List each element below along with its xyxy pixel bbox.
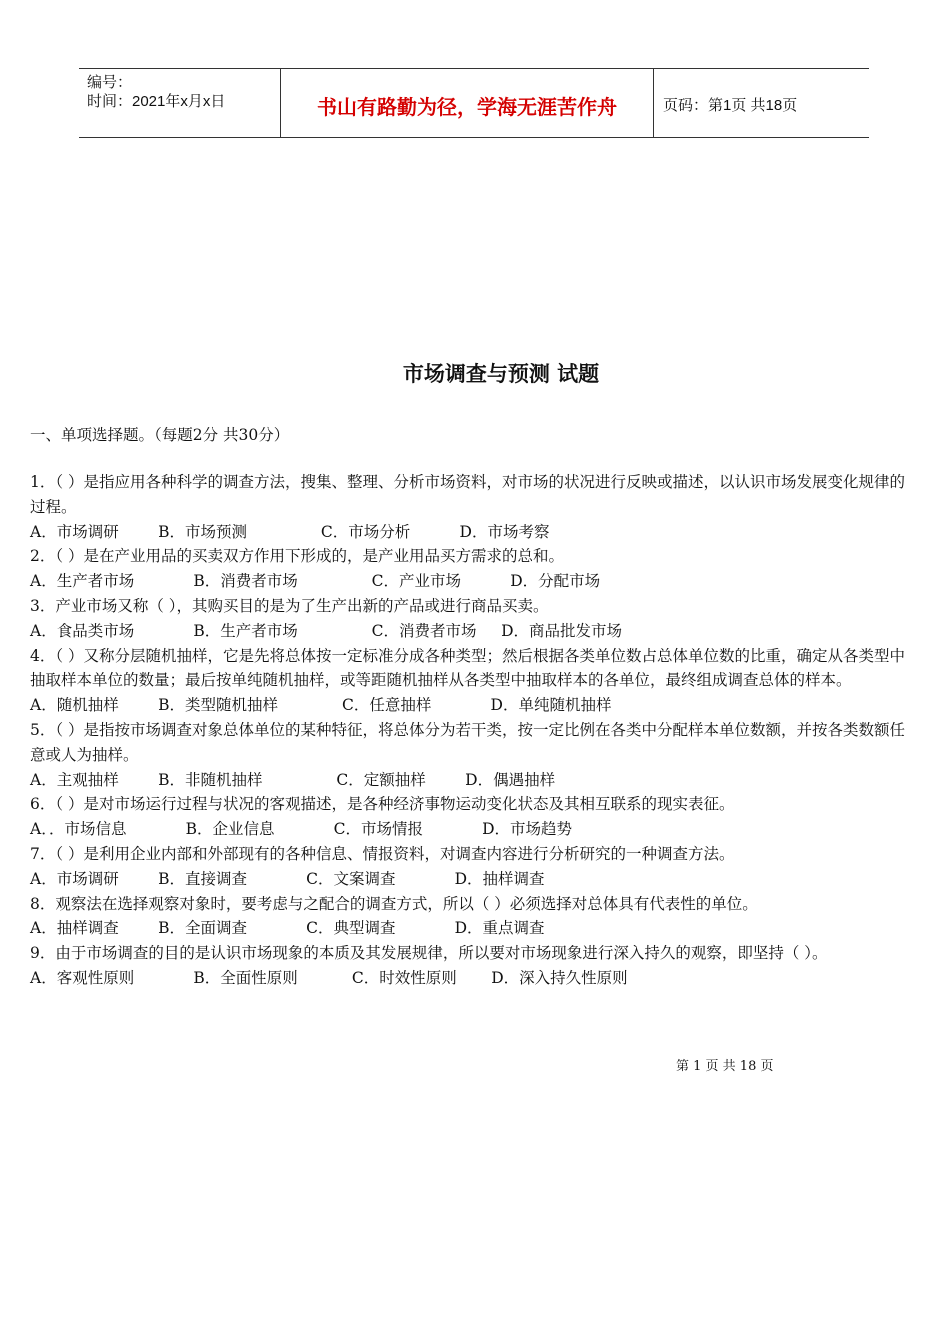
section-heading: 一、单项选择题。（每题2分 共30分）: [30, 426, 290, 444]
time-label: 时间：2021年x月x日: [87, 93, 226, 110]
question-1-options: A．市场调研 B．市场预测 C．市场分析 D．市场考察: [30, 522, 550, 541]
question-4: 4．（ ）又称分层随机抽样，它是先将总体按一定标准分成各种类型；然后根据各类单位数占总体单位数的比重，确定从各类型中抽取样本单位的数量；最后按单纯随机抽样，或等距随机抽样从各类型中抽取样本的各单位，最终组成调查总体的样本。: [30, 646, 906, 690]
question-7-options: A．市场调研 B．直接调查 C．文案调查 D．抽样调查: [30, 869, 545, 888]
question-5: 5．（ ）是指按市场调查对象总体单位的某种特征，将总体分为若干类，按一定比例在各类中分配样本单位数额，并按各类数额任意或人为抽样。: [30, 720, 906, 764]
header-page-label: 页码：第1页 共18页: [663, 97, 798, 114]
question-7: 7．（ ）是利用企业内部和外部现有的各种信息、情报资料，对调查内容进行分析研究的一种调查方法。: [30, 844, 735, 863]
page-header: [79, 68, 869, 138]
question-9: 9．由于市场调查的目的是认识市场现象的本质及其发展规律，所以要对市场现象进行深入持久的观察，即坚持（ ）。: [30, 944, 828, 963]
question-1: 1．（ ）是指应用各种科学的调查方法，搜集、整理、分析市场资料，对市场的状况进行反映或描述，以认识市场发展变化规律的过程。: [30, 473, 906, 516]
document-title: 市场调查与预测 试题: [402, 362, 600, 386]
question-6-options: A．．市场信息 B．企业信息 C．市场情报 D．市场趋势: [30, 820, 572, 839]
question-2-options: A．生产者市场 B．消费者市场 C．产业市场 D．分配市场: [30, 572, 601, 591]
question-list: [30, 470, 920, 991]
number-label: 编号：: [87, 74, 133, 91]
question-8-options: A．抽样调查 B．全面调查 C．典型调查 D．重点调查: [30, 919, 545, 938]
question-5-options: A．主观抽样 B．非随机抽样 C．定额抽样 D．偶遇抽样: [30, 770, 556, 789]
header-motto: 书山有路勤为径，学海无涯苦作舟: [317, 95, 617, 119]
page-footer: 第 1 页 共 18 页: [676, 1059, 774, 1074]
question-9-options: A．客观性原则 B．全面性原则 C．时效性原则 D．深入持久性原则: [30, 968, 628, 987]
question-8: 8．观察法在选择观察对象时，要考虑与之配合的调查方式，所以（ ）必须选择对总体具有代表性的单位。: [30, 894, 758, 913]
header-divider: [653, 69, 654, 137]
question-3-options: A．食品类市场 B．生产者市场 C．消费者市场 D．商品批发市场: [30, 621, 623, 640]
question-6: 6．（ ）是对市场运行过程与状况的客观描述，是各种经济事物运动变化状态及其相互联系的现实表征。: [30, 795, 735, 814]
question-3: 3．产业市场又称（ ），其购买目的是为了生产出新的产品或进行商品买卖。: [30, 596, 549, 615]
question-4-options: A．随机抽样 B．类型随机抽样 C．任意抽样 D．单纯随机抽样: [30, 696, 612, 715]
question-2: 2．（ ）是在产业用品的买卖双方作用下形成的，是产业用品买方需求的总和。: [30, 547, 565, 566]
header-meta: [87, 73, 225, 111]
